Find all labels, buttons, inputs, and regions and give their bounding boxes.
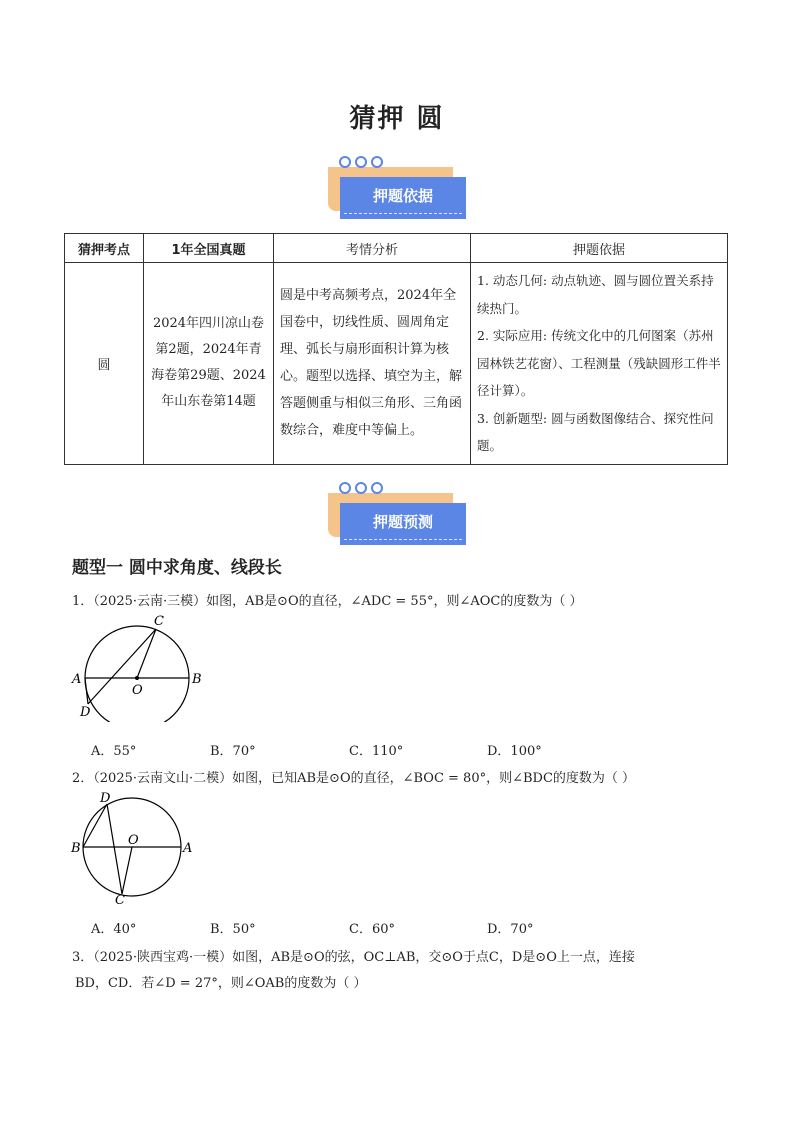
- option-c: C．60°: [349, 922, 395, 937]
- question-1-text: 1．（2025·云南·三模）如图，AB是⊙O的直径，∠ADC = 55°，则∠AOC的度数为（ ）: [72, 594, 583, 609]
- label-o: O: [128, 833, 139, 848]
- chord-dc: [88, 629, 156, 704]
- label-d: D: [80, 705, 91, 720]
- figure-1: [70, 612, 210, 722]
- info-table: [64, 233, 728, 465]
- chord-ad: [85, 678, 88, 704]
- badge-label: 押题依据: [340, 177, 466, 219]
- table-header: 押题依据: [471, 234, 728, 263]
- basis-item: 1. 动态几何: 动点轨迹、圆与圆位置关系持续热门。: [477, 273, 714, 316]
- option-a: A．55°: [91, 744, 137, 759]
- label-c: C: [115, 893, 125, 905]
- section-badge-basis: [328, 157, 468, 232]
- circle-o: [85, 626, 189, 722]
- rings-icon: [338, 155, 388, 169]
- label-c: C: [154, 614, 164, 629]
- radius-oc: [137, 629, 156, 678]
- label-o: O: [132, 683, 143, 698]
- question-3-text-line2: BD，CD．若∠D = 27°，则∠OAB的度数为（ ）: [75, 976, 367, 991]
- label-b: B: [192, 672, 202, 687]
- label-a: A: [72, 672, 82, 687]
- section-title: 题型一 圆中求角度、线段长: [72, 558, 282, 578]
- label-d: D: [100, 791, 111, 806]
- page-title: 猜押 圆: [349, 104, 445, 134]
- basis-item: 2. 实际应用: 传统文化中的几何图案（苏州园林铁艺花窗）、工程测量（残缺圆形工件半径计算）。: [477, 328, 721, 398]
- option-d: D．70°: [487, 922, 534, 937]
- table-header: 考情分析: [274, 234, 471, 263]
- option-c: C．110°: [349, 744, 404, 759]
- rings-icon: [338, 481, 388, 495]
- badge-label: 押题预测: [340, 503, 466, 545]
- radius-oc: [122, 847, 132, 894]
- analysis-cell: 圆是中考高频考点，2024年全国卷中，切线性质、圆周角定理、弧长与扇形面积计算为核心。题型以选择、填空为主，解答题侧重与相似三角形、三角函数综合，难度中等偏上。: [274, 263, 471, 465]
- table-header: 1年全国真题: [144, 234, 274, 263]
- question-2-text: 2．（2025·云南文山·二模）如图，已知AB是⊙O的直径，∠BOC = 80°，则∠BDC的度数为（ ）: [72, 771, 636, 786]
- center-point: [135, 676, 139, 680]
- basis-item: 3. 创新题型: 圆与函数图像结合、探究性问题。: [477, 410, 714, 453]
- figure-2: [70, 790, 200, 905]
- table-header-row: [65, 234, 728, 263]
- basis-cell: [471, 263, 728, 465]
- option-a: A．40°: [91, 922, 137, 937]
- table-row: [65, 263, 728, 465]
- table-header: 猜押考点: [65, 234, 144, 263]
- label-b: B: [71, 841, 81, 856]
- chord-dc: [107, 804, 122, 894]
- section-badge-predict: [328, 483, 468, 558]
- exams-cell: 2024年四川凉山卷第2题，2024年青海卷第29题、2024年山东卷第14题: [144, 263, 274, 465]
- option-b: B．50°: [210, 922, 256, 937]
- label-a: A: [183, 841, 193, 856]
- chord-bd: [83, 804, 107, 847]
- option-b: B．70°: [210, 744, 256, 759]
- topic-cell: 圆: [65, 263, 144, 465]
- option-d: D．100°: [487, 744, 542, 759]
- question-3-text: 3．（2025·陕西宝鸡·一模）如图，AB是⊙O的弦，OC⊥AB，交⊙O于点C，D是⊙O上一点，连接: [72, 950, 635, 965]
